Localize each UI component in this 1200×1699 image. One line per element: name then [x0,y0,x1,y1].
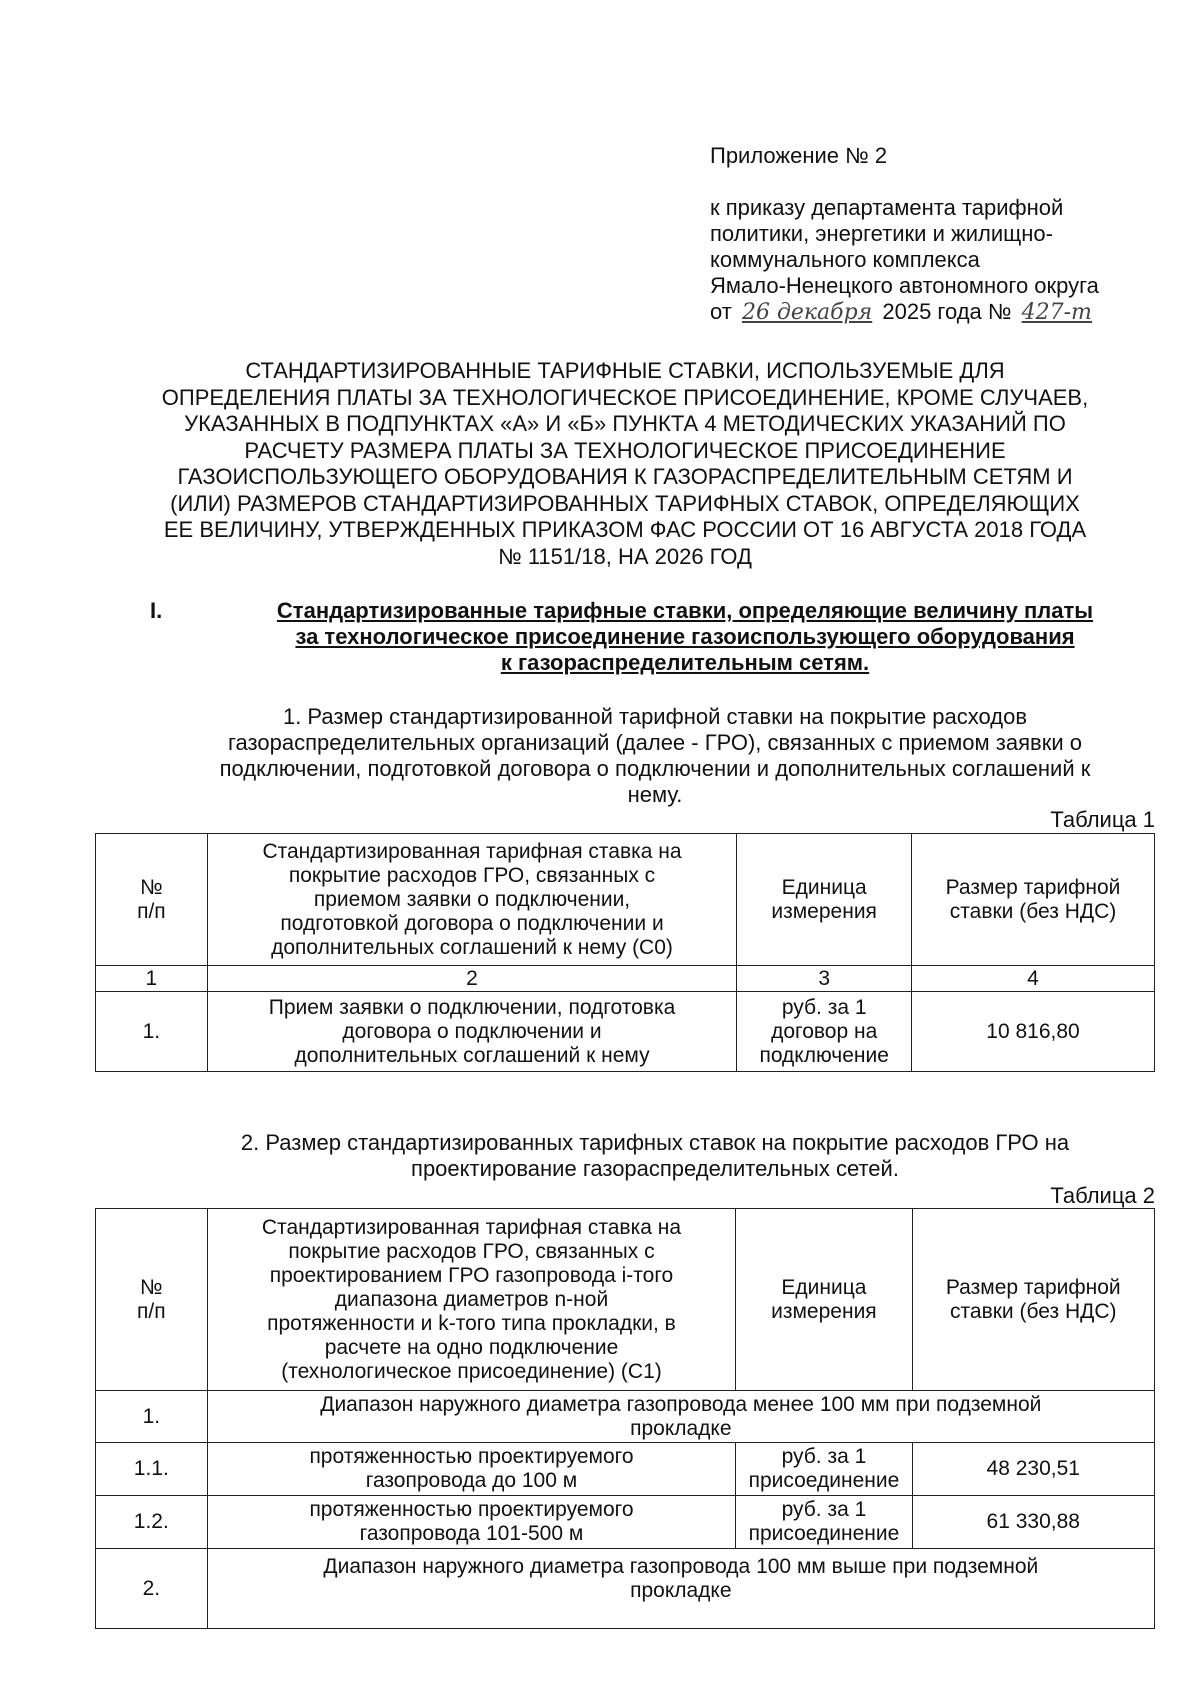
header-cell-value: Размер тарифной ставки (без НДС) [912,834,1155,966]
table-row [96,1496,1155,1549]
row-description: протяженностью проектируемого газопровода 101-500 м [207,1496,736,1549]
row-unit: руб. за 1 присоединение [736,1496,912,1549]
header-cell-description: Стандартизированная тарифная ставка на покрытие расходов ГРО, связанных с приемом заявки о подключении, подготовкой договора о подключении и дополнительных соглашений к нему (С0) [207,834,737,966]
section-heading [150,598,1160,676]
table-row [96,992,1155,1072]
table-header-row [96,834,1155,966]
date-suffix: 2025 года № [882,299,1012,324]
column-number: 1 [96,966,208,992]
row-value: 48 230,51 [912,1443,1154,1496]
table-2 [95,1208,1155,1629]
header-cell-unit: Единица измерения [736,1209,912,1391]
paragraph-line: 1. Размер стандартизированной тарифной ставки на покрытие расходов [282,704,1028,729]
table-group-row [96,1549,1155,1629]
date-prefix: от [710,299,732,324]
header-cell-value: Размер тарифной ставки (без НДС) [912,1209,1154,1391]
handwritten-number: 427-т [1021,300,1092,325]
appendix-date-line [710,299,1170,326]
section-line: за технологическое присоединение газоиспользующего оборудования [295,624,1075,649]
paragraph-line: проектирование газораспределительных сетей. [411,1156,899,1181]
row-number: 1.1. [96,1443,208,1496]
appendix-line: коммунального комплекса [710,247,980,272]
section-number: I. [150,598,163,623]
table-header-row [96,1209,1155,1391]
header-cell-unit: Единица измерения [737,834,912,966]
group-description: Диапазон наружного диаметра газопровода 100 мм выше при подземной прокладке [207,1549,1154,1629]
paragraph-line: 2. Размер стандартизированных тарифных ставок на покрытие расходов ГРО на [240,1130,1070,1155]
table-1-label: Таблица 1 [1050,807,1155,832]
row-description: Прием заявки о подключении, подготовка договора о подключении и дополнительных соглашений к нему [207,992,737,1072]
title-line: РАСЧЕТУ РАЗМЕРА ПЛАТЫ ЗА ТЕХНОЛОГИЧЕСКОЕ ПРИСОЕДИНЕНИЕ [244,437,1006,463]
title-line: ОПРЕДЕЛЕНИЯ ПЛАТЫ ЗА ТЕХНОЛОГИЧЕСКОЕ ПРИСОЕДИНЕНИЕ, КРОМЕ СЛУЧАЕВ, [161,384,1089,410]
column-number: 2 [207,966,737,992]
appendix-title: Приложение № 2 [710,143,888,168]
appendix-line: Ямало-Ненецкого автономного округа [710,273,1099,298]
table-row [96,1443,1155,1496]
column-number: 3 [737,966,912,992]
group-description: Диапазон наружного диаметра газопровода менее 100 мм при подземной прокладке [207,1391,1154,1443]
appendix-line: политики, энергетики и жилищно- [710,221,1053,246]
title-line: (ИЛИ) РАЗМЕРОВ СТАНДАРТИЗИРОВАННЫХ ТАРИФНЫХ СТАВОК, ОПРЕДЕЛЯЮЩИХ [170,490,1080,516]
document-title [100,358,1150,570]
row-description: протяженностью проектируемого газопровода до 100 м [207,1443,736,1496]
paragraph-line: подключении, подготовкой договора о подключении и дополнительных соглашений к [219,756,1091,781]
row-value: 61 330,88 [912,1496,1154,1549]
section-line: Стандартизированные тарифные ставки, определяющие величину платы [276,598,1094,623]
title-line: СТАНДАРТИЗИРОВАННЫЕ ТАРИФНЫЕ СТАВКИ, ИСПОЛЬЗУЕМЫЕ ДЛЯ [245,358,1005,383]
appendix-line: к приказу департамента тарифной [710,195,1064,220]
title-line: ЕЕ ВЕЛИЧИНУ, УТВЕРЖДЕННЫХ ПРИКАЗОМ ФАС РОССИИ ОТ 16 АВГУСТА 2018 ГОДА [163,517,1087,542]
handwritten-date: 26 декабря [741,300,873,325]
header-cell-description: Стандартизированная тарифная ставка на покрытие расходов ГРО, связанных с проектированием ГРО газопровода i-того диапазона диаметров n-ной протяженности и k-того типа прокладки, в расчете на одно подключение (технологическое присоединение) (С1) [207,1209,736,1391]
paragraph-line: газораспределительных организаций (далее - ГРО), связанных с приемом заявки о [228,730,1082,755]
header-cell-number: № п/п [96,1209,208,1391]
row-number: 1. [96,992,208,1072]
column-number: 4 [912,966,1155,992]
paragraph-1 [150,704,1160,808]
paragraph-line: нему. [627,782,683,807]
section-line: к газораспределительным сетям. [500,650,870,675]
title-line: УКАЗАННЫХ В ПОДПУНКТАХ «А» И «Б» ПУНКТА 4 МЕТОДИЧЕСКИХ УКАЗАНИЙ ПО [184,411,1066,436]
appendix-header [710,143,1170,326]
group-number: 1. [96,1391,208,1443]
row-unit: руб. за 1 договор на подключение [737,992,912,1072]
table-1 [95,833,1155,1072]
header-cell-number: № п/п [96,834,208,966]
paragraph-2 [150,1130,1160,1182]
row-value: 10 816,80 [912,992,1155,1072]
group-number: 2. [96,1549,208,1629]
table-2-label: Таблица 2 [1050,1183,1155,1208]
row-number: 1.2. [96,1496,208,1549]
title-line: № 1151/18, НА 2026 ГОД [498,543,752,569]
row-unit: руб. за 1 присоединение [736,1443,912,1496]
table-column-numbers-row [96,966,1155,992]
title-line: ГАЗОИСПОЛЬЗУЮЩЕГО ОБОРУДОВАНИЯ К ГАЗОРАСПРЕДЕЛИТЕЛЬНЫМ СЕТЯМ И [177,464,1073,489]
table-group-row [96,1391,1155,1443]
